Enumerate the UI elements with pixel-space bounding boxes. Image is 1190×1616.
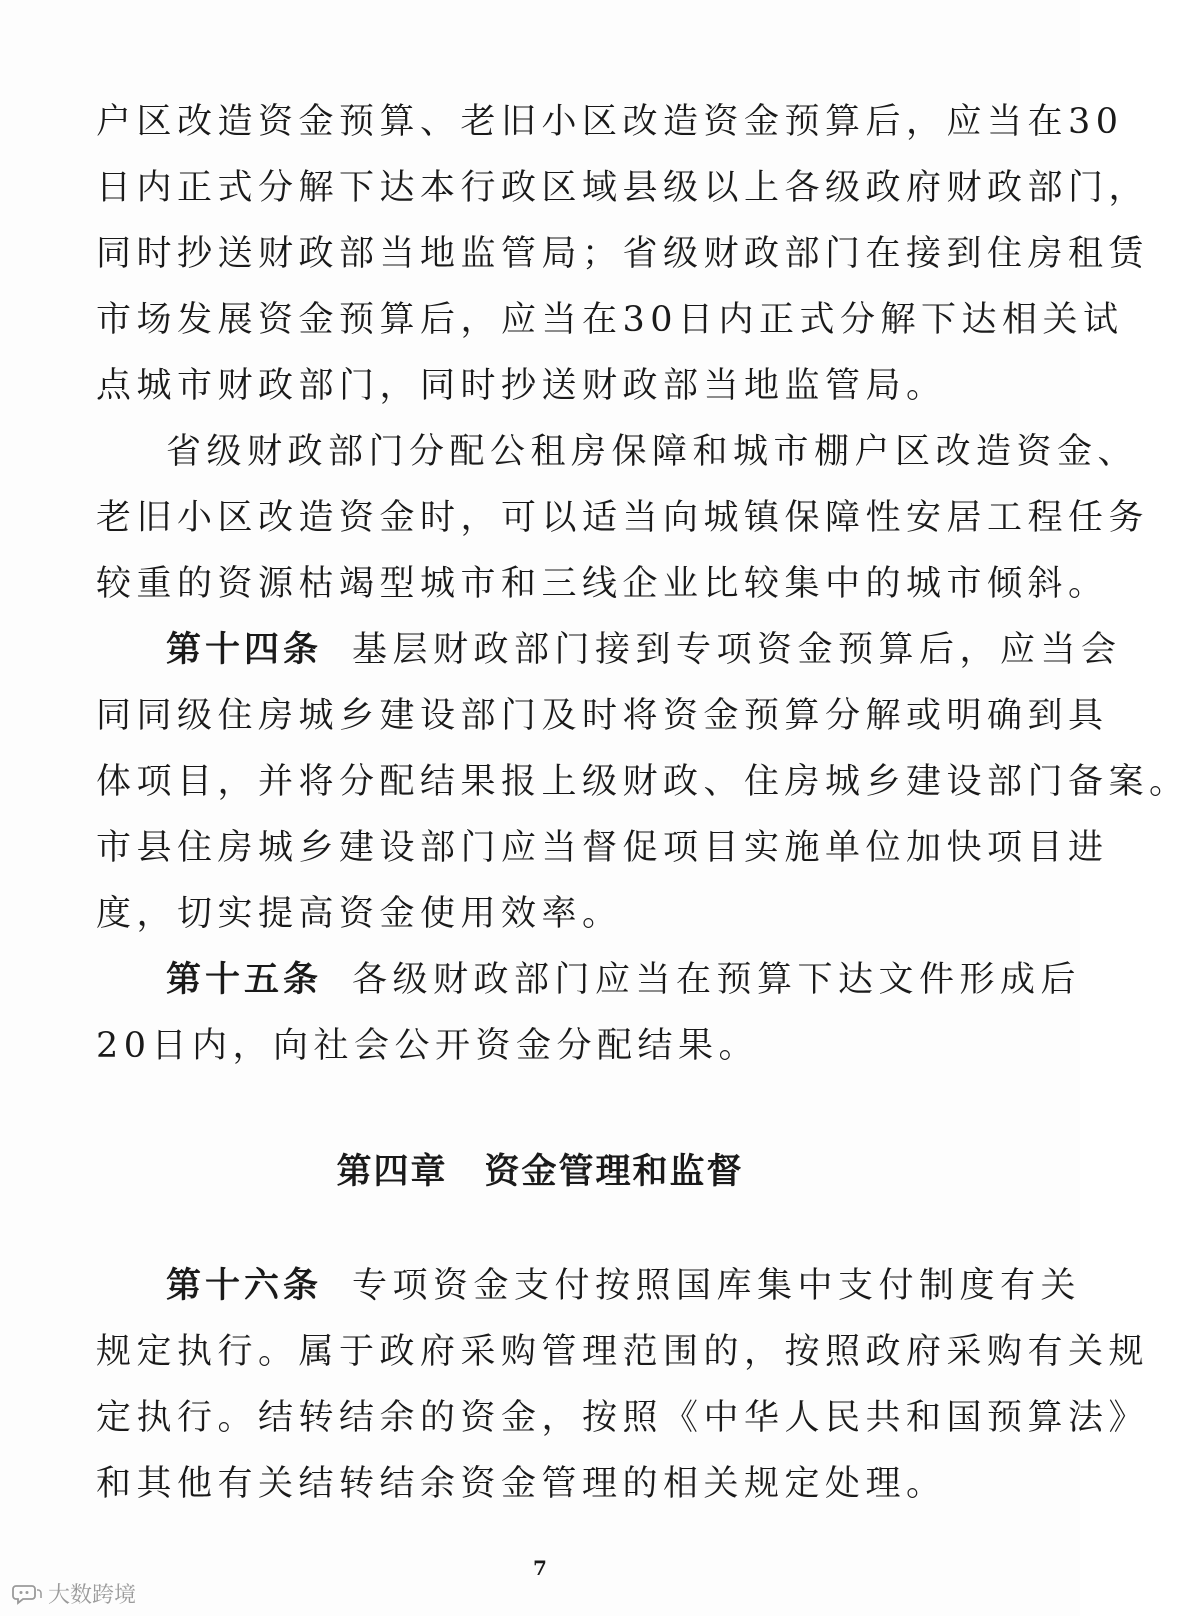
article-16-first-line xyxy=(166,1265,1082,1306)
text-line: 定执行。结转结余的资金，按照《中华人民共和国预算法》 xyxy=(96,1398,1150,1438)
article-16-title: 第十六条 xyxy=(166,1265,323,1306)
article-15-first-line xyxy=(166,959,1082,1000)
text-line: 20日内，向社会公开资金分配结果。 xyxy=(96,1026,760,1066)
text-line: 老旧小区改造资金时，可以适当向城镇保障性安居工程任务 xyxy=(96,498,1150,538)
page-number: 7 xyxy=(533,1556,547,1580)
chat-bubble-icon xyxy=(12,1583,42,1605)
text-line: 较重的资源枯竭型城市和三线企业比较集中的城市倾斜。 xyxy=(96,564,1109,604)
text-line: 体项目，并将分配结果报上级财政、住房城乡建设部门备案。 xyxy=(96,762,1190,802)
article-14-title: 第十四条 xyxy=(166,629,323,670)
text-line: 市场发展资金预算后，应当在30日内正式分解下达相关试 xyxy=(96,300,1124,340)
article-16-text: 专项资金支付按照国库集中支付制度有关 xyxy=(352,1266,1082,1306)
text-line: 点城市财政部门，同时抄送财政部当地监管局。 xyxy=(96,366,947,406)
article-15-title: 第十五条 xyxy=(166,959,323,1000)
text-line: 省级财政部门分配公租房保障和城市棚户区改造资金、 xyxy=(166,432,1139,472)
article-14-first-line xyxy=(166,629,1122,670)
watermark-text: 大数跨境 xyxy=(48,1583,137,1608)
text-line: 市县住房城乡建设部门应当督促项目实施单位加快项目进 xyxy=(96,828,1109,868)
article-15-text: 各级财政部门应当在预算下达文件形成后 xyxy=(352,960,1082,1000)
text-line: 同同级住房城乡建设部门及时将资金预算分解或明确到具 xyxy=(96,696,1109,736)
chapter-heading: 第四章 资金管理和监督 xyxy=(336,1152,744,1192)
watermark xyxy=(12,1578,136,1609)
text-line: 日内正式分解下达本行政区域县级以上各级政府财政部门， xyxy=(96,168,1150,208)
text-line: 度，切实提高资金使用效率。 xyxy=(96,894,623,934)
article-14-text: 基层财政部门接到专项资金预算后，应当会 xyxy=(352,630,1122,670)
text-line: 和其他有关结转结余资金管理的相关规定处理。 xyxy=(96,1464,947,1504)
text-line: 规定执行。属于政府采购管理范围的，按照政府采购有关规 xyxy=(96,1332,1150,1372)
text-line: 户区改造资金预算、老旧小区改造资金预算后，应当在30 xyxy=(96,102,1124,142)
text-line: 同时抄送财政部当地监管局；省级财政部门在接到住房租赁 xyxy=(96,234,1150,274)
